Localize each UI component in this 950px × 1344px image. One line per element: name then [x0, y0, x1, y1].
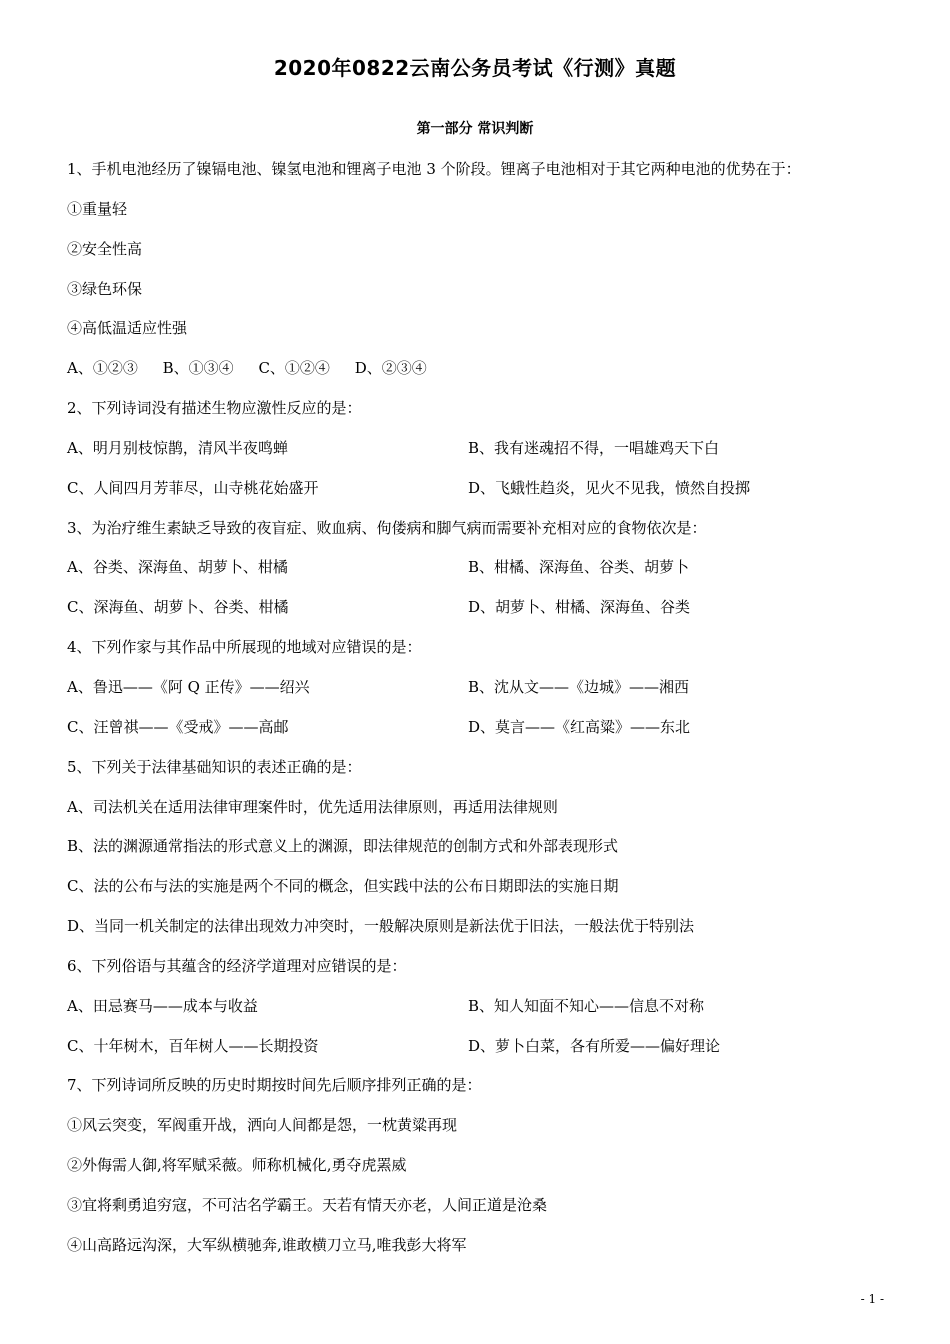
option-a: A、明月别枝惊鹊，清风半夜鸣蝉	[67, 438, 288, 457]
question-stem: 4、下列作家与其作品中所展现的地域对应错误的是：	[67, 638, 422, 657]
question-stem: 1、手机电池经历了镍镉电池、镍氢电池和锂离子电池 3 个阶段。锂离子电池相对于其它两种电池的优势在于：	[67, 160, 801, 178]
question-stem: 3、为治疗维生素缺乏导致的夜盲症、败血病、佝偻病和脚气病而需要补充相对应的食物依次是：	[67, 518, 707, 537]
options-row	[67, 995, 887, 1035]
question-item: ③绿色环保	[67, 279, 143, 298]
option-c: C、法的公布与法的实施是两个不同的概念，但实践中法的公布日期即法的实施日期	[67, 877, 619, 896]
option-b: B、①③④	[162, 359, 234, 378]
option-d: D、萝卜白菜，各有所爱——偏好理论	[468, 1036, 721, 1055]
options-row	[67, 1035, 887, 1075]
option-b: B、知人知面不知心——信息不对称	[468, 996, 705, 1015]
option-a: A、田忌赛马——成本与收益	[67, 996, 258, 1015]
option-a: A、谷类、深海鱼、胡萝卜、柑橘	[67, 558, 288, 577]
option-c: C、十年树木，百年树人——长期投资	[67, 1036, 319, 1055]
option-d: D、②③④	[354, 359, 427, 378]
options-row	[67, 716, 887, 756]
question-item: ②外侮需人御,将军赋采薇。师称机械化,勇夺虎罴威	[67, 1156, 407, 1175]
option-a: A、鲁迅——《阿 Q 正传》——绍兴	[67, 677, 310, 696]
question-item: ②安全性高	[67, 239, 143, 258]
question-item: ④高低温适应性强	[67, 319, 188, 338]
option-d: D、当同一机关制定的法律出现效力冲突时，一般解决原则是新法优于旧法，一般法优于特别法	[67, 917, 695, 936]
option-c: C、①②④	[258, 359, 330, 378]
options-row	[67, 596, 887, 636]
answer-options	[67, 357, 887, 397]
option-b: B、沈从文——《边城》——湘西	[468, 677, 690, 696]
option-b: B、法的渊源通常指法的形式意义上的渊源，即法律规范的创制方式和外部表现形式	[67, 837, 619, 856]
question-item: ③宜将剩勇追穷寇，不可沽名学霸王。天若有情天亦老，人间正道是沧桑	[67, 1195, 548, 1214]
option-c: C、汪曾祺——《受戒》——高邮	[67, 717, 289, 736]
question-item: ④山高路远沟深，大军纵横驰奔,谁敢横刀立马,唯我彭大将军	[67, 1235, 467, 1254]
option-c: C、深海鱼、胡萝卜、谷类、柑橘	[67, 598, 289, 617]
page-title: 2020年0822云南公务员考试《行测》真题	[273, 56, 677, 80]
option-d: D、胡萝卜、柑橘、深海鱼、谷类	[468, 598, 691, 617]
question-stem: 6、下列俗语与其蕴含的经济学道理对应错误的是：	[67, 956, 407, 975]
option-a: A、司法机关在适用法律审理案件时，优先适用法律原则，再适用法律规则	[67, 797, 558, 816]
option-a: A、①②③	[67, 359, 138, 378]
option-d: D、莫言——《红高粱》——东北	[468, 717, 691, 736]
option-b: B、我有迷魂招不得，一唱雄鸡天下白	[468, 438, 720, 457]
options-row	[67, 477, 887, 517]
options-row	[67, 437, 887, 477]
question-stem: 5、下列关于法律基础知识的表述正确的是：	[67, 757, 362, 776]
option-d: D、飞蛾性趋炎，见火不见我，愤然自投掷	[468, 478, 751, 497]
page-number: - 1 -	[860, 1292, 884, 1306]
question-stem: 7、下列诗词所反映的历史时期按时间先后顺序排列正确的是：	[67, 1076, 482, 1095]
option-c: C、人间四月芳菲尽，山寺桃花始盛开	[67, 478, 319, 497]
question-body	[67, 158, 887, 1274]
question-item: ①重量轻	[67, 199, 128, 218]
section-heading: 第一部分 常识判断	[416, 121, 534, 137]
options-row	[67, 556, 887, 596]
options-row	[67, 676, 887, 716]
question-stem: 2、下列诗词没有描述生物应激性反应的是：	[67, 399, 362, 418]
option-b: B、柑橘、深海鱼、谷类、胡萝卜	[468, 558, 690, 577]
question-item: ①风云突变，军阀重开战，洒向人间都是怨，一枕黄粱再现	[67, 1116, 458, 1135]
